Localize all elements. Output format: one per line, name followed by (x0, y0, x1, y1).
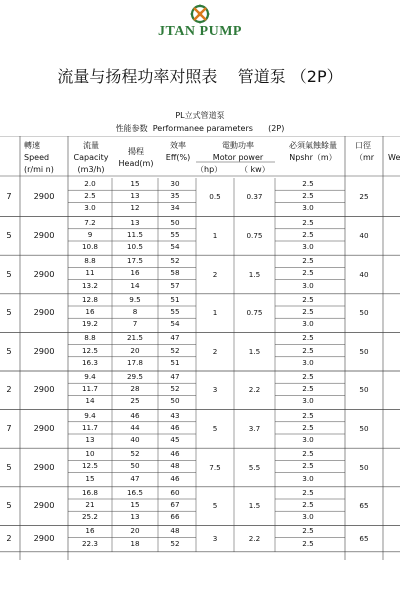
cell-head: 28 (130, 384, 140, 394)
cell-speed: 2900 (33, 500, 55, 511)
cell-eff: 30 (170, 179, 180, 188)
cell-head: 15 (130, 500, 140, 509)
cell-npshr: 3.0 (302, 203, 314, 213)
cell-head: 29.5 (126, 372, 143, 381)
cell-npshr: 2.5 (302, 487, 314, 497)
cell-eff: 47 (170, 372, 180, 381)
header-weight: We (388, 153, 400, 162)
cell-speed: 2900 (33, 191, 55, 202)
cell-motor-kw: 1.5 (248, 269, 261, 279)
cell-motor-kw: 1.5 (248, 346, 261, 356)
cell-npshr: 2.5 (302, 268, 314, 278)
header-outlet-diameter: 口徑 （mr (355, 141, 375, 162)
cell-eff: 52 (170, 256, 180, 266)
cell-eff: 51 (170, 357, 180, 367)
cell-model-suffix: 5 (6, 461, 12, 472)
cell-eff: 58 (170, 268, 180, 278)
cell-motor-hp: 1 (212, 308, 218, 318)
cell-speed: 2900 (33, 229, 55, 240)
cell-eff: 43 (170, 410, 180, 420)
cell-outlet-diameter: 50 (359, 423, 369, 433)
cell-motor-hp: 3 (212, 385, 218, 395)
header-motor-power: 電動功率 Motor power (212, 141, 264, 162)
cell-npshr: 2.5 (302, 345, 314, 355)
cell-capacity: 11.7 (81, 422, 98, 432)
cell-speed: 2900 (33, 461, 55, 472)
cell-capacity: 12.8 (81, 294, 98, 304)
header-npshr: 必須氣蝕餘量 Npshr（m） (289, 141, 337, 162)
cell-eff: 66 (170, 512, 180, 522)
cell-npshr: 2.5 (302, 410, 314, 420)
table-subtitle-en: 性能参数 Performanee parameters (2P) (115, 124, 285, 133)
cell-head: 52 (130, 449, 140, 459)
cell-npshr: 2.5 (302, 500, 314, 509)
cell-capacity: 16.3 (81, 357, 98, 367)
cell-speed: 2900 (33, 532, 55, 543)
cell-eff: 52 (170, 345, 180, 355)
cell-npshr: 2.5 (302, 256, 314, 266)
cell-capacity: 12.5 (81, 345, 98, 355)
header-head: 揚程 Head(m) (118, 147, 154, 168)
cell-head: 17.8 (126, 357, 143, 367)
cell-outlet-diameter: 65 (359, 501, 369, 511)
cell-npshr: 2.5 (302, 449, 314, 459)
cell-head: 12 (130, 203, 140, 213)
cell-model-suffix: 2 (6, 384, 12, 395)
cell-eff: 54 (170, 319, 180, 329)
cell-head: 25 (130, 396, 140, 406)
cell-outlet-diameter: 40 (359, 269, 369, 279)
cell-speed: 2900 (33, 345, 55, 356)
cell-npshr: 3.0 (302, 512, 314, 522)
cell-eff: 35 (170, 191, 180, 201)
cell-head: 21.5 (126, 333, 143, 343)
cell-head: 7 (132, 319, 138, 329)
cell-eff: 34 (170, 203, 180, 213)
cell-motor-kw: 0.75 (246, 308, 263, 318)
cell-capacity: 16.8 (81, 487, 98, 497)
cell-capacity: 7.2 (84, 217, 96, 227)
cell-head: 15 (130, 179, 140, 188)
cell-head: 10.5 (126, 242, 143, 251)
performance-table (0, 136, 400, 560)
cell-head: 20 (130, 526, 140, 536)
cell-eff: 48 (170, 526, 180, 536)
cell-model-suffix: 7 (6, 191, 12, 202)
cell-eff: 57 (170, 280, 180, 290)
cell-capacity: 11.7 (81, 384, 98, 394)
cell-speed: 2900 (33, 268, 55, 279)
cell-capacity: 16 (85, 526, 95, 536)
cell-npshr: 2.5 (302, 294, 314, 304)
cell-head: 13 (130, 191, 140, 201)
cell-outlet-diameter: 50 (359, 346, 369, 356)
cell-capacity: 13 (85, 435, 95, 444)
cell-head: 9.5 (129, 294, 141, 304)
cell-model-suffix: 5 (6, 268, 12, 279)
cell-eff: 46 (170, 473, 180, 483)
cell-outlet-diameter: 50 (359, 385, 369, 395)
cell-head: 17.5 (126, 256, 143, 266)
cell-head: 13 (130, 512, 140, 522)
cell-npshr: 3.0 (302, 242, 314, 251)
cell-npshr: 2.5 (302, 461, 314, 471)
cell-npshr: 3.0 (302, 357, 314, 367)
cell-motor-hp: 1 (212, 230, 218, 240)
cell-capacity: 15 (85, 473, 95, 483)
cell-capacity: 9.4 (84, 372, 96, 381)
header-motor-hp: （hp） (196, 165, 223, 174)
cell-head: 14 (130, 280, 140, 290)
cell-head: 40 (130, 435, 140, 444)
cell-model-suffix: 5 (6, 229, 12, 240)
header-capacity: 流量 Capacity (m3/h) (73, 141, 109, 174)
cell-capacity: 9.4 (84, 410, 96, 420)
cell-motor-hp: 5 (212, 501, 218, 511)
cell-eff: 46 (170, 422, 180, 432)
cell-outlet-diameter: 40 (359, 230, 369, 240)
cell-capacity: 8.8 (84, 256, 96, 266)
cell-motor-hp: 5 (212, 423, 218, 433)
cell-motor-kw: 2.2 (248, 533, 261, 543)
cell-motor-kw: 0.75 (246, 230, 263, 240)
cell-npshr: 3.0 (302, 396, 314, 406)
logo (183, 3, 217, 25)
cell-capacity: 21 (85, 500, 95, 509)
cell-motor-hp: 3 (212, 533, 218, 543)
cell-npshr: 2.5 (302, 538, 314, 548)
cell-capacity: 13.2 (81, 280, 98, 290)
cell-capacity: 2.0 (84, 179, 96, 188)
table-subtitle-cn: PL立式管道泵 (175, 111, 225, 120)
header-speed: 轉速 Speed (r/mi n) (24, 141, 54, 174)
cell-capacity: 10.8 (81, 242, 98, 251)
cell-capacity: 25.2 (81, 512, 98, 522)
cell-motor-hp: 2 (212, 346, 218, 356)
cell-capacity: 22.3 (81, 538, 98, 548)
cell-capacity: 3.0 (84, 203, 96, 213)
cell-capacity: 19.2 (81, 319, 98, 329)
cell-motor-kw: 3.7 (248, 423, 261, 433)
cell-motor-hp: 0.5 (209, 192, 221, 202)
cell-eff: 51 (170, 294, 180, 304)
cell-eff: 60 (170, 487, 180, 497)
cell-npshr: 2.5 (302, 422, 314, 432)
cell-head: 44 (130, 422, 140, 432)
cell-model-suffix: 5 (6, 307, 12, 318)
cell-head: 16.5 (126, 487, 143, 497)
cell-npshr: 3.0 (302, 435, 314, 444)
cell-npshr: 3.0 (302, 473, 314, 483)
cell-capacity: 9 (87, 229, 93, 239)
cell-eff: 50 (170, 396, 180, 406)
header-motor-kw: （ kw） (240, 165, 270, 174)
cell-npshr: 2.5 (302, 384, 314, 394)
cell-npshr: 2.5 (302, 526, 314, 536)
header-eff: 效率 Eff(%) (165, 141, 191, 162)
cell-motor-hp: 2 (212, 269, 218, 279)
cell-head: 46 (130, 410, 140, 420)
cell-head: 18 (130, 538, 140, 548)
cell-eff: 67 (170, 500, 180, 509)
cell-npshr: 3.0 (302, 280, 314, 290)
cell-npshr: 3.0 (302, 319, 314, 329)
cell-capacity: 8.8 (84, 333, 96, 343)
cell-model-suffix: 2 (6, 532, 12, 543)
cell-model-suffix: 5 (6, 500, 12, 511)
cell-outlet-diameter: 50 (359, 308, 369, 318)
cell-outlet-diameter: 65 (359, 533, 369, 543)
cell-eff: 55 (170, 307, 180, 316)
cell-head: 50 (130, 461, 140, 471)
cell-motor-kw: 2.2 (248, 385, 261, 395)
cell-outlet-diameter: 50 (359, 462, 369, 472)
cell-eff: 48 (170, 461, 180, 471)
cell-motor-kw: 5.5 (248, 462, 261, 472)
cell-eff: 47 (170, 333, 180, 343)
brand-name: JTAN PUMP (158, 24, 242, 39)
document-title: 流量与扬程功率对照表 管道泵 （2P） (57, 67, 343, 86)
cell-npshr: 2.5 (302, 179, 314, 188)
cell-npshr: 2.5 (302, 372, 314, 381)
cell-head: 13 (130, 217, 140, 227)
cell-npshr: 2.5 (302, 229, 314, 239)
cell-motor-hp: 7.5 (209, 462, 221, 472)
cell-capacity: 2.5 (84, 191, 96, 201)
cell-speed: 2900 (33, 307, 55, 318)
cell-speed: 2900 (33, 422, 55, 433)
cell-eff: 45 (170, 435, 180, 444)
cell-head: 20 (130, 345, 140, 355)
cell-eff: 55 (170, 229, 180, 239)
cell-head: 8 (132, 307, 138, 316)
cell-speed: 2900 (33, 384, 55, 395)
cell-outlet-diameter: 25 (359, 192, 369, 202)
cell-capacity: 14 (85, 396, 95, 406)
cell-capacity: 10 (85, 449, 95, 459)
cell-npshr: 2.5 (302, 191, 314, 201)
cell-model-suffix: 7 (6, 422, 12, 433)
cell-eff: 52 (170, 538, 180, 548)
cell-model-suffix: 5 (6, 345, 12, 356)
cell-motor-kw: 0.37 (246, 192, 263, 202)
cell-head: 11.5 (126, 229, 143, 239)
cell-eff: 52 (170, 384, 180, 394)
cell-npshr: 2.5 (302, 307, 314, 316)
cell-capacity: 11 (85, 268, 95, 278)
cell-npshr: 2.5 (302, 333, 314, 343)
cell-capacity: 12.5 (81, 461, 98, 471)
cell-eff: 54 (170, 242, 180, 251)
cell-head: 16 (130, 268, 140, 278)
cell-head: 47 (130, 473, 140, 483)
cell-npshr: 2.5 (302, 217, 314, 227)
cell-capacity: 16 (85, 307, 95, 316)
cell-motor-kw: 1.5 (248, 501, 261, 511)
cell-eff: 46 (170, 449, 180, 459)
jtan-gear-logo-icon (183, 3, 217, 25)
cell-eff: 50 (170, 217, 180, 227)
